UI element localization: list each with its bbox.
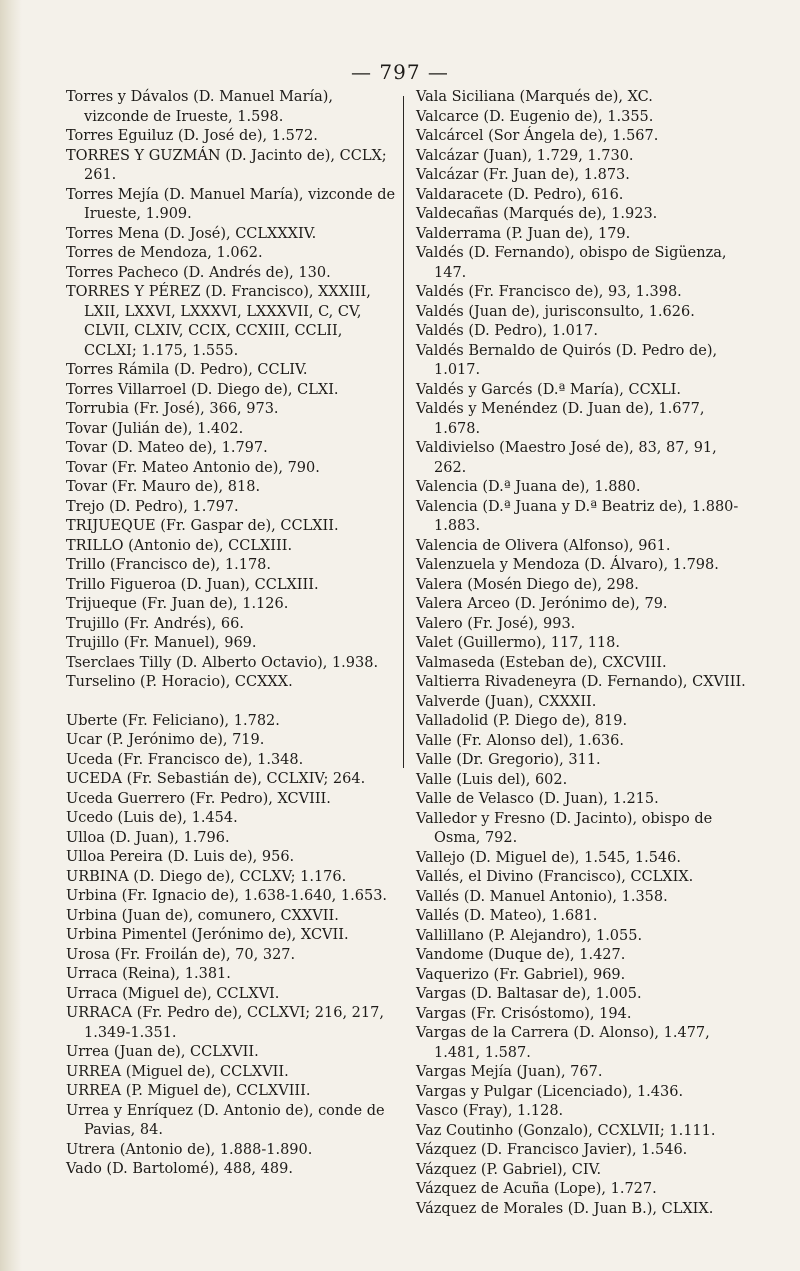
right-column — [416, 88, 746, 1219]
index-entry: Valdés y Garcés (D.ª María), CCXLI. — [416, 381, 681, 398]
index-entry: Valencia (D.ª Juana y D.ª Beatriz de), 1.880-1.883. — [416, 498, 739, 534]
index-entry: Torres y Dávalos (D. Manuel María), vizconde de Irueste, 1.598. — [66, 89, 334, 125]
index-entry: URRACA (Fr. Pedro de), CCLXVI; 216, 217, 1.349-1.351. — [66, 1005, 384, 1041]
index-entry: Utrera (Antonio de), 1.888-1.890. — [66, 1141, 313, 1158]
index-entry: Vargas (Fr. Crisóstomo), 194. — [416, 1005, 632, 1022]
index-entry: Urraca (Miguel de), CCLXVI. — [66, 985, 280, 1002]
index-entry: Trijueque (Fr. Juan de), 1.126. — [66, 596, 289, 612]
index-entry: Uberte (Fr. Feliciano), 1.782. — [66, 712, 280, 729]
index-entry: Valdés (Juan de), jurisconsulto, 1.626. — [416, 303, 695, 320]
index-entry: Tovar (Julián de), 1.402. — [66, 420, 244, 437]
index-entry: Vallés (D. Manuel Antonio), 1.358. — [416, 888, 668, 905]
index-entry: Vallejo (D. Miguel de), 1.545, 1.546. — [416, 849, 681, 866]
index-entry: Trujillo (Fr. Manuel), 969. — [66, 635, 257, 651]
index-entry: Valderrama (P. Juan de), 179. — [416, 225, 631, 242]
index-entry: Valcárcel (Sor Ángela de), 1.567. — [416, 128, 659, 144]
index-entry: Valdivielso (Maestro José de), 83, 87, 91, 262. — [416, 440, 717, 476]
index-entry: Torres Villarroel (D. Diego de), CLXI. — [66, 381, 339, 398]
section-u-entries — [66, 712, 396, 1180]
index-entry: Vázquez (P. Gabriel), CIV. — [416, 1161, 602, 1178]
index-entry: Torres de Mendoza, 1.062. — [66, 245, 263, 261]
index-entry: Vandome (Duque de), 1.427. — [416, 947, 626, 963]
index-entry: Valdés (D. Pedro), 1.017. — [416, 323, 598, 339]
index-entry: Vallillano (P. Alejandro), 1.055. — [416, 927, 643, 944]
index-entry: Vargas y Pulgar (Licenciado), 1.436. — [416, 1083, 684, 1100]
index-entry: Tovar (D. Mateo de), 1.797. — [66, 440, 268, 456]
index-entry: Valet (Guillermo), 117, 118. — [416, 635, 620, 651]
index-entry: Valcázar (Juan), 1.729, 1.730. — [416, 147, 634, 164]
index-entry: Tovar (Fr. Mateo Antonio de), 790. — [66, 459, 320, 476]
index-entry: Vargas de la Carrera (D. Alonso), 1.477, 1.481, 1.587. — [416, 1025, 710, 1061]
column-divider — [403, 96, 404, 768]
index-entry: Valdaracete (D. Pedro), 616. — [416, 186, 624, 203]
index-entry: Valle de Velasco (D. Juan), 1.215. — [416, 791, 659, 807]
index-entry: Valdés (D. Fernando), obispo de Sigüenza, 147. — [416, 245, 727, 281]
index-entry: Vaquerizo (Fr. Gabriel), 969. — [416, 966, 626, 983]
page-binding-edge — [0, 0, 22, 1271]
index-entry: Tovar (Fr. Mauro de), 818. — [66, 479, 261, 495]
index-entry: Trillo (Francisco de), 1.178. — [66, 557, 272, 573]
index-entry: Valdecañas (Marqués de), 1.923. — [416, 206, 658, 222]
index-entry: Urbina (Juan de), comunero, CXXVII. — [66, 907, 339, 924]
index-entry: Valle (Fr. Alonso del), 1.636. — [416, 732, 624, 749]
index-entry: Valencia de Olivera (Alfonso), 961. — [416, 537, 671, 554]
index-entry: Valledor y Fresno (D. Jacinto), obispo de Osma, 792. — [416, 810, 713, 846]
index-entry: Valenzuela y Mendoza (D. Álvaro), 1.798. — [416, 557, 719, 573]
index-entry: Ulloa Pereira (D. Luis de), 956. — [66, 849, 295, 865]
index-entry: Ucar (P. Jerónimo de), 719. — [66, 732, 265, 748]
index-entry: Vaz Coutinho (Gonzalo), CCXLVII; 1.111. — [416, 1122, 716, 1139]
index-entry: Vázquez de Morales (D. Juan B.), CLXIX. — [416, 1200, 714, 1217]
index-entry: Valladolid (P. Diego de), 819. — [416, 713, 628, 729]
index-entry: Valdés Bernaldo de Quirós (D. Pedro de), 1.017. — [416, 342, 718, 378]
index-entry: Vázquez (D. Francisco Javier), 1.546. — [416, 1142, 688, 1158]
index-entry: Ucedo (Luis de), 1.454. — [66, 810, 238, 826]
index-entry: Urraca (Reina), 1.381. — [66, 966, 231, 982]
page-number: — 797 — — [351, 60, 449, 84]
index-entry: Urosa (Fr. Froilán de), 70, 327. — [66, 946, 296, 963]
index-entry: Torres Eguiluz (D. José de), 1.572. — [66, 128, 318, 144]
index-entry: Valdés (Fr. Francisco de), 93, 1.398. — [416, 284, 682, 300]
index-entry: Vallés, el Divino (Francisco), CCLXIX. — [416, 869, 694, 885]
index-entry: Valle (Luis del), 602. — [416, 771, 568, 788]
index-entry: Urrea y Enríquez (D. Antonio de), conde de Pavias, 84. — [66, 1102, 385, 1138]
index-entry: TRIJUEQUE (Fr. Gaspar de), CCLXII. — [66, 518, 339, 534]
index-entry: Torrubia (Fr. José), 366, 973. — [66, 401, 279, 417]
index-entry: Valdés y Menéndez (D. Juan de), 1.677, 1.678. — [416, 401, 705, 437]
index-entry: URREA (Miguel de), CCLXVII. — [66, 1063, 289, 1080]
index-entry: Vasco (Fray), 1.128. — [416, 1103, 564, 1119]
index-entry: TORRES Y PÉREZ (D. Francisco), XXXIII, LXII, LXXVI, LXXXVI, LXXXVII, C, CV, CLVII, CLXIV, CCIX, CCXIII, CCLII, CCLXI; 1.175, 1.555. — [66, 284, 371, 359]
index-entry: Valero (Fr. José), 993. — [416, 615, 576, 632]
index-entry: Valera Arceo (D. Jerónimo de), 79. — [416, 596, 668, 612]
section-gap — [66, 693, 396, 712]
index-entry: Trillo Figueroa (D. Juan), CCLXIII. — [66, 576, 319, 593]
index-entry: Valera (Mosén Diego de), 298. — [416, 576, 639, 593]
index-entry: Valcarce (D. Eugenio de), 1.355. — [416, 108, 654, 125]
index-entry: Turselino (P. Horacio), CCXXX. — [66, 674, 293, 690]
index-entry: UCEDA (Fr. Sebastián de), CCLXIV; 264. — [66, 771, 366, 787]
index-entry: Vado (D. Bartolomé), 488, 489. — [66, 1161, 293, 1177]
section-v-entries — [416, 88, 746, 1219]
index-entry: Tserclaes Tilly (D. Alberto Octavio), 1.938. — [66, 654, 379, 671]
index-entry: Valencia (D.ª Juana de), 1.880. — [416, 479, 641, 495]
index-entry: Uceda Guerrero (Fr. Pedro), XCVIII. — [66, 790, 331, 807]
index-entry: Trujillo (Fr. Andrés), 66. — [66, 615, 244, 632]
index-entry: Ulloa (D. Juan), 1.796. — [66, 829, 230, 846]
section-t-entries — [66, 88, 396, 693]
index-entry: Vargas Mejía (Juan), 767. — [416, 1064, 603, 1080]
index-entry: Valtierra Rivadeneyra (D. Fernando), CXVIII. — [416, 674, 746, 690]
index-entry: TORRES Y GUZMÁN (D. Jacinto de), CCLX; 261. — [66, 147, 387, 183]
index-entry: URREA (P. Miguel de), CCLXVIII. — [66, 1083, 311, 1099]
index-entry: TRILLO (Antonio de), CCLXIII. — [66, 537, 293, 554]
index-entry: Vallés (D. Mateo), 1.681. — [416, 908, 598, 924]
index-entry: Valcázar (Fr. Juan de), 1.873. — [416, 167, 630, 183]
index-entry: Vázquez de Acuña (Lope), 1.727. — [416, 1181, 657, 1197]
index-entry: Urbina Pimentel (Jerónimo de), XCVII. — [66, 927, 349, 943]
index-entry: URBINA (D. Diego de), CCLXV; 1.176. — [66, 868, 347, 885]
index-entry: Urbina (Fr. Ignacio de), 1.638-1.640, 1.653. — [66, 888, 388, 904]
index-entry: Torres Pacheco (D. Andrés de), 130. — [66, 264, 331, 281]
index-entry: Torres Rámila (D. Pedro), CCLIV. — [66, 362, 308, 378]
left-column — [66, 88, 396, 1180]
index-entry: Trejo (D. Pedro), 1.797. — [66, 498, 239, 515]
index-entry: Uceda (Fr. Francisco de), 1.348. — [66, 751, 304, 768]
index-entry: Valle (Dr. Gregorio), 311. — [416, 752, 601, 768]
index-entry: Valmaseda (Esteban de), CXCVIII. — [416, 654, 667, 671]
index-entry: Vala Siciliana (Marqués de), XC. — [416, 89, 653, 105]
index-entry: Valverde (Juan), CXXXII. — [416, 693, 597, 710]
index-entry: Torres Mena (D. José), CCLXXXIV. — [66, 225, 317, 242]
index-entry: Torres Mejía (D. Manuel María), vizconde de Irueste, 1.909. — [66, 186, 396, 222]
index-entry: Vargas (D. Baltasar de), 1.005. — [416, 986, 642, 1002]
index-entry: Urrea (Juan de), CCLXVII. — [66, 1044, 259, 1060]
